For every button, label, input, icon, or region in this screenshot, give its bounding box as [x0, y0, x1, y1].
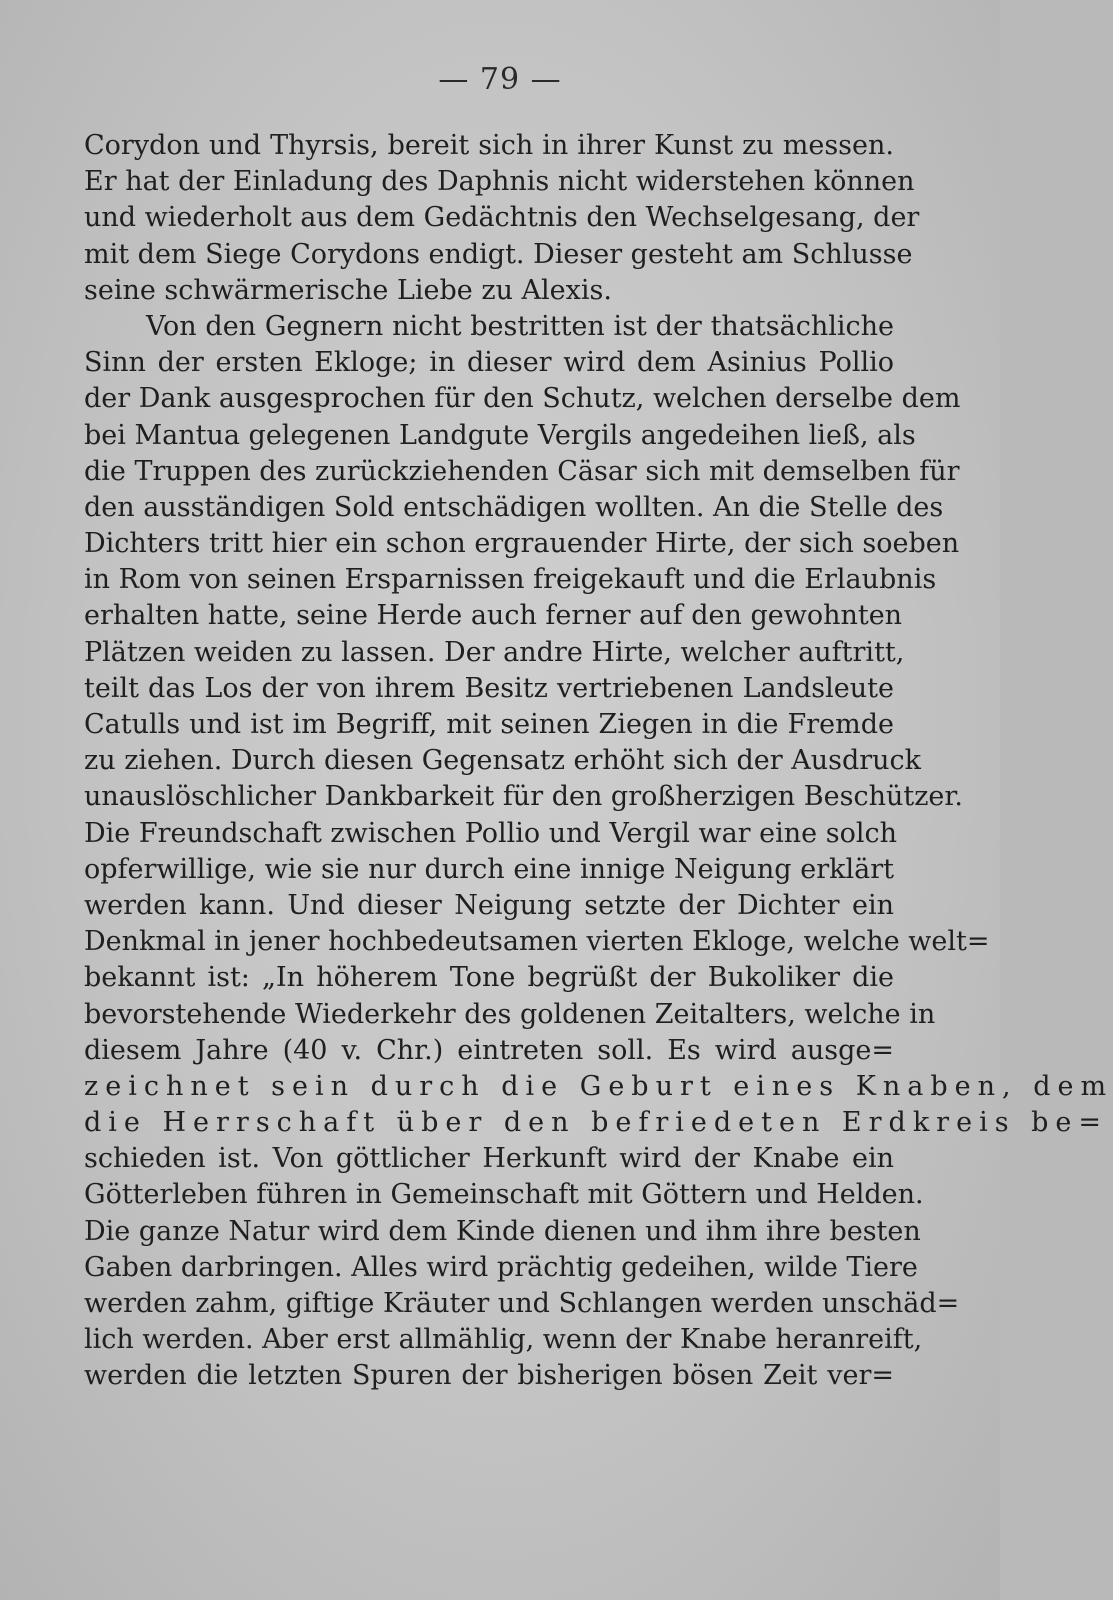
body-text [84, 128, 1113, 1395]
page-number: — 79 — [438, 62, 562, 97]
text-line: und wiederholt aus dem Gedächtnis den Wechselgesang, der [84, 202, 920, 234]
text-line: Corydon und Thyrsis, bereit sich in ihrer Kunst zu messen. [84, 130, 894, 161]
text-line: unauslöschlicher Dankbarkeit für den großherzigen Beschützer. [84, 781, 963, 813]
text-line: Gaben darbringen. Alles wird prächtig gedeihen, wilde Tiere [84, 1251, 918, 1283]
text-line: Von den Gegnern nicht bestritten ist der thatsächliche [146, 310, 894, 342]
text-line: diesem Jahre (40 v. Chr.) eintreten soll. Es wird ausge= [84, 1034, 894, 1066]
text-line: seine schwärmerische Liebe zu Alexis. [84, 274, 612, 306]
text-line: Götterleben führen in Gemeinschaft mit Göttern und Helden. [84, 1179, 924, 1211]
text-line: die Herrschaft über den befriedeten Erdkreis be= [84, 1107, 1109, 1139]
text-line: die Truppen des zurückziehenden Cäsar sich mit demselben für [84, 455, 960, 487]
text-line: in Rom von seinen Ersparnissen freigekauft und die Erlaubnis [84, 564, 937, 596]
text-line: Catulls und ist im Begriff, mit seinen Ziegen in die Fremde [84, 709, 894, 740]
text-line: zu ziehen. Durch diesen Gegensatz erhöht sich der Ausdruck [84, 745, 921, 777]
text-line: Dichters tritt hier ein schon ergrauender Hirte, der sich soeben [84, 528, 960, 560]
text-line: Die ganze Natur wird dem Kinde dienen und ihm ihre besten [84, 1215, 921, 1247]
text-line: bei Mantua gelegenen Landgute Vergils angedeihen ließ, als [84, 419, 916, 451]
text-line: Er hat der Einladung des Daphnis nicht widerstehen können [84, 166, 915, 198]
text-line: erhalten hatte, seine Herde auch ferner auf den gewohnten [84, 600, 903, 632]
text-line: zeichnet sein durch die Geburt eines Knaben, dem [84, 1070, 1113, 1102]
text-line: Denkmal in jener hochbedeutsamen vierten Ekloge, welche welt= [84, 926, 990, 958]
text-line: der Dank ausgesprochen für den Schutz, welchen derselbe dem [84, 383, 961, 415]
text-line: werden die letzten Spuren der bisherigen bösen Zeit ver= [84, 1360, 894, 1392]
text-line: opferwillige, wie sie nur durch eine innige Neigung erklärt [84, 853, 894, 885]
text-line: bevorstehende Wiederkehr des goldenen Zeitalters, welche in [84, 998, 936, 1030]
text-line: werden zahm, giftige Kräuter und Schlangen werden unschäd= [84, 1288, 960, 1319]
text-line: Die Freundschaft zwischen Pollio und Vergil war eine solch [84, 817, 897, 849]
text-line: bekannt ist: „In höherem Tone begrüßt der Bukoliker die [84, 962, 894, 994]
text-line: Plätzen weiden zu lassen. Der andre Hirte, welcher auftritt, [84, 636, 905, 668]
text-line: lich werden. Aber erst allmählig, wenn der Knabe heranreift, [84, 1324, 923, 1356]
text-line: werden kann. Und dieser Neigung setzte der Dichter ein [84, 889, 894, 921]
text-line: teilt das Los der von ihrem Besitz vertriebenen Landsleute [84, 672, 894, 704]
text-line: mit dem Siege Corydons endigt. Dieser gesteht am Schlusse [84, 238, 913, 270]
text-line: schieden ist. Von göttlicher Herkunft wird der Knabe ein [84, 1143, 894, 1175]
text-line: den ausständigen Sold entschädigen wollten. An die Stelle des [84, 491, 944, 523]
text-line: Sinn der ersten Ekloge; in dieser wird dem Asinius Pollio [84, 347, 894, 379]
